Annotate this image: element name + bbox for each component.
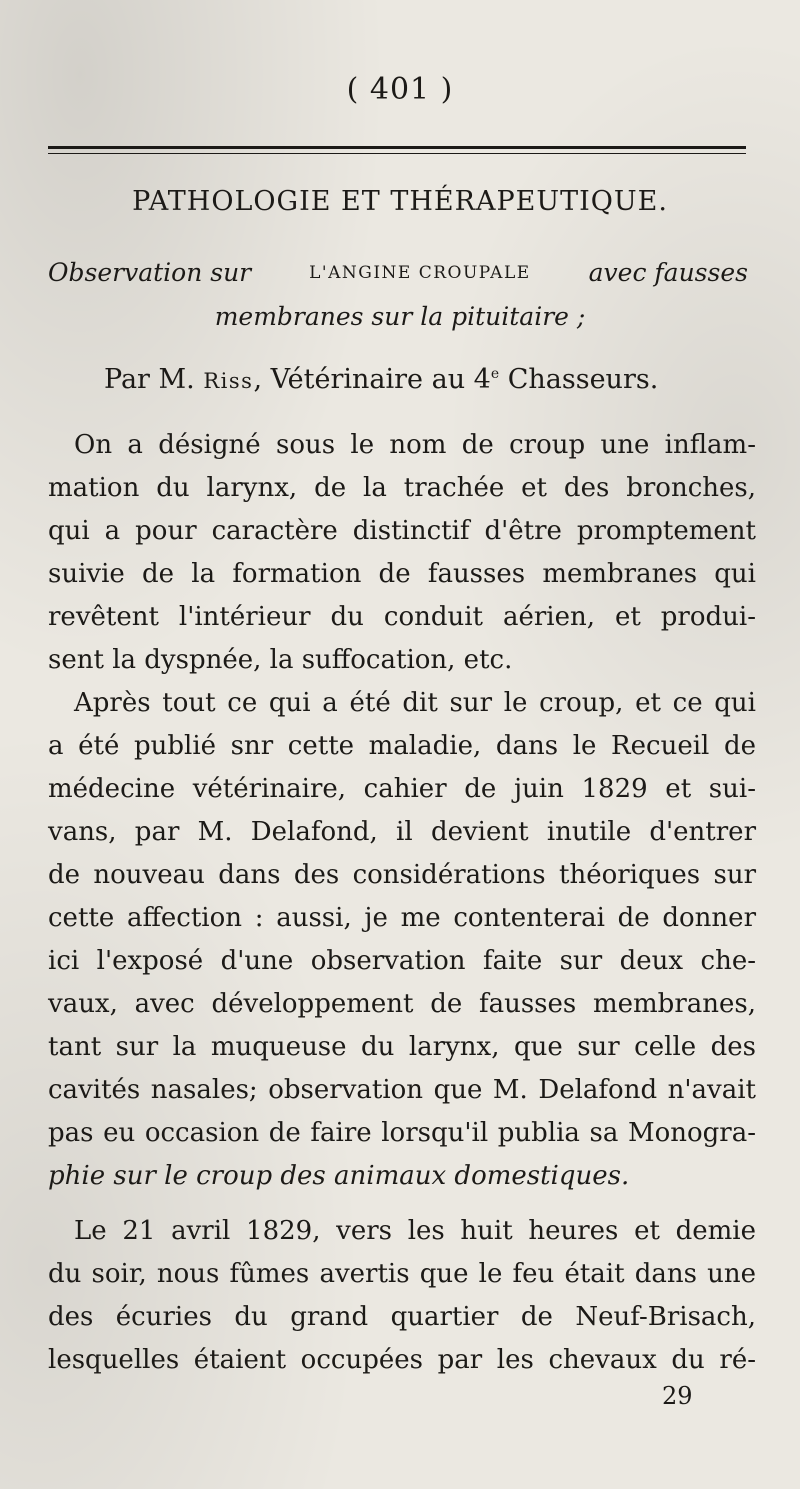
article-title-part-3: avec fausses [588,258,748,287]
body-line: a été publié snr cette maladie, dans le Recueil de [48,731,756,761]
body-line: ici l'exposé d'une observation faite sur deux che- [48,946,756,976]
author-unit: Chasseurs. [499,364,659,395]
body-line: des écuries du grand quartier de Neuf-Brisach, [48,1302,756,1332]
article-title-part-1: Observation sur [48,258,252,287]
author-title: , Vétérinaire au 4 [253,364,491,395]
article-title-line-2: membranes sur la pituitaire ; [214,302,586,331]
body-line: lesquelles étaient occupées par les chevaux du ré- [48,1345,756,1375]
body-line: suivie de la formation de fausses membranes qui [48,559,756,589]
body-line: phie sur le croup des animaux domestiques. [48,1161,630,1191]
body-line: cavités nasales; observation que M. Delafond n'avait [48,1075,756,1105]
article-title-part-2: L'ANGINE CROUPALE [309,262,531,283]
signature-mark: 29 [662,1382,693,1410]
article-title-line-1 [48,258,748,287]
body-line: mation du larynx, de la trachée et des bronches, [48,473,756,503]
body-line: Le 21 avril 1829, vers les huit heures et demie [74,1216,756,1246]
body-line: tant sur la muqueuse du larynx, que sur celle des [48,1032,756,1062]
body-line: vaux, avec développement de fausses membranes, [48,989,756,1019]
body-line: de nouveau dans des considérations théoriques sur [48,860,756,890]
header-rule-thin [48,153,746,154]
body-line: sent la dyspnée, la suffocation, etc. [48,645,513,675]
body-text [48,424,756,1382]
body-line: vans, par M. Delafond, il devient inutile d'entrer [48,817,756,847]
body-line: Après tout ce qui a été dit sur le croup, et ce qui [74,688,756,718]
author-line [104,364,658,395]
body-line: qui a pour caractère distinctif d'être promptement [48,516,756,546]
author-superscript: e [490,366,500,382]
body-line: médecine vétérinaire, cahier de juin 1829 et sui- [48,774,756,804]
body-line: pas eu occasion de faire lorsqu'il publia sa Monogra- [48,1118,756,1148]
body-line: du soir, nous fûmes avertis que le feu était dans une [48,1259,756,1289]
body-line: On a désigné sous le nom de croup une inflam- [74,430,756,460]
section-title: PATHOLOGIE ET THÉRAPEUTIQUE. [132,186,668,217]
author-prefix: Par M. [104,364,195,395]
body-line: revêtent l'intérieur du conduit aérien, et produi- [48,602,756,632]
body-line: cette affection : aussi, je me contenterai de donner [48,903,756,933]
author-name: Riss [203,369,254,393]
page-number: ( 401 ) [346,72,454,107]
header-rule [48,146,746,149]
